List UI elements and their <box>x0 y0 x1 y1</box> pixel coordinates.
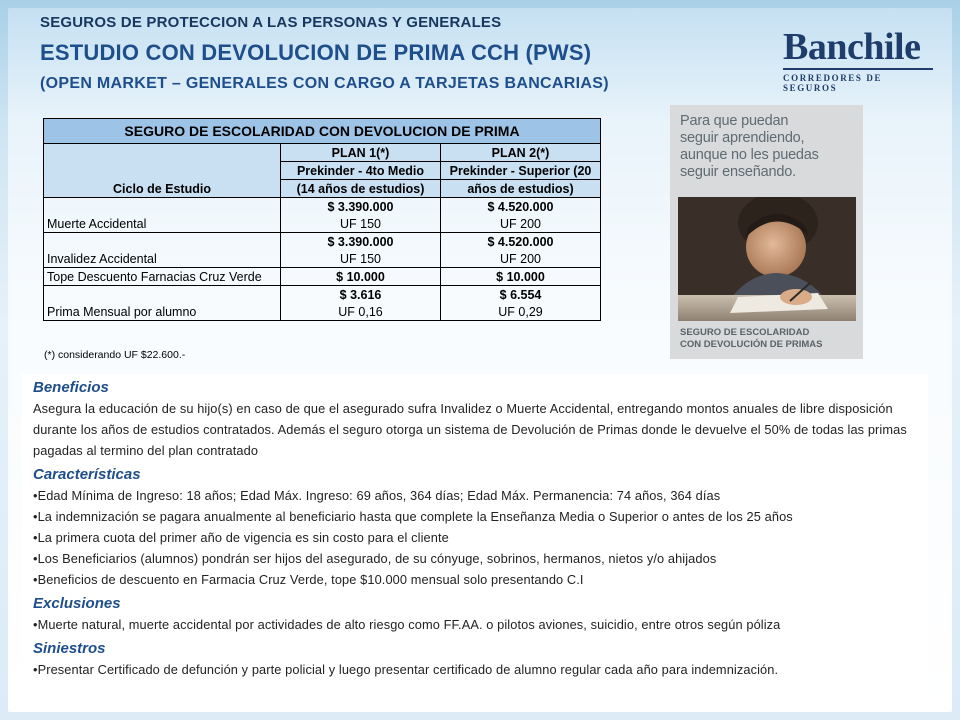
section-heading: Características <box>33 466 141 483</box>
list-item: •Los Beneficiarios (alumnos) pondrán ser hijos del asegurado, de su cónyuge, sobrinos, hermanos, nietos y/o ahijados <box>33 551 717 566</box>
table-footnote: (*) considerando UF $22.600.- <box>44 349 186 361</box>
promo-line: aunque no les puedas <box>680 147 819 163</box>
plan-2-amount: $ 4.520.000 <box>441 198 601 216</box>
plan-1-uf: UF 0,16 <box>281 303 441 321</box>
page-subtitle: (OPEN MARKET – GENERALES CON CARGO A TARJETAS BANCARIAS) <box>40 75 609 92</box>
row-label: Muerte Accidental <box>44 198 281 233</box>
plan-1-desc-line1: Prekinder - 4to Medio <box>281 162 441 180</box>
plan-2-uf: UF 200 <box>441 250 601 268</box>
logo-rule <box>783 68 933 70</box>
banchile-logo <box>783 28 933 93</box>
plan-2-desc-line2: años de estudios) <box>441 180 601 198</box>
plan-2-header: PLAN 2(*) <box>441 144 601 162</box>
row-label: Invalidez Accidental <box>44 233 281 268</box>
info-sections <box>33 378 933 680</box>
plan-1-amount: $ 3.390.000 <box>281 233 441 251</box>
section-paragraph: Asegura la educación de su hijo(s) en caso de que el asegurado sufra Invalidez o Muerte Accidental, entregando montos anuales de libre disposición durante los años de estudios contratados. Además el seguro otorga un sistema de Devolución de Primas donde le devuelve el 50% de todas las primas pagadas al termino del plan contratado <box>33 401 907 458</box>
promo-headline <box>680 113 860 181</box>
section-heading: Exclusiones <box>33 595 121 612</box>
child-writing-photo <box>678 197 856 321</box>
list-item: •Presentar Certificado de defunción y parte policial y luego presentar certificado de alumno regular cada año para indemnización. <box>33 662 779 677</box>
list-item: •La primera cuota del primer año de vigencia es sin costo para el cliente <box>33 530 449 545</box>
section-heading: Siniestros <box>33 640 106 657</box>
promo-caption-line: CON DEVOLUCIÓN DE PRIMAS <box>680 339 823 350</box>
header-category: SEGUROS DE PROTECCION A LAS PERSONAS Y GENERALES <box>40 14 502 31</box>
promo-image <box>670 105 863 359</box>
plan-2-desc-line1: Prekinder - Superior (20 <box>441 162 601 180</box>
table-row <box>44 286 601 304</box>
plan-1-header: PLAN 1(*) <box>281 144 441 162</box>
plan-1-uf: UF 150 <box>281 215 441 233</box>
plan-2-uf: UF 200 <box>441 215 601 233</box>
page-title: ESTUDIO CON DEVOLUCION DE PRIMA CCH (PWS) <box>40 40 592 65</box>
list-item: •Muerte natural, muerte accidental por actividades de alto riesgo como FF.AA. o pilotos aviones, suicidio, entre otros según póliza <box>33 617 781 632</box>
promo-line: seguir aprendiendo, <box>680 130 805 146</box>
row-label: Tope Descuento Farnacias Cruz Verde <box>44 268 281 286</box>
plan-1-amount: $ 10.000 <box>281 268 441 286</box>
plan-1-amount: $ 3.616 <box>281 286 441 304</box>
plan-1-uf: UF 150 <box>281 250 441 268</box>
plan-1-desc-line2: (14 años de estudios) <box>281 180 441 198</box>
logo-name: Banchile <box>783 26 921 68</box>
promo-line: Para que puedan <box>680 113 789 129</box>
table-row <box>44 268 601 286</box>
plan-2-amount: $ 10.000 <box>441 268 601 286</box>
promo-caption-line: SEGURO DE ESCOLARIDAD <box>680 327 810 338</box>
ciclo-de-estudio-label: Ciclo de Estudio <box>44 144 281 198</box>
plan-2-amount: $ 6.554 <box>441 286 601 304</box>
logo-tagline: CORREDORES DE SEGUROS <box>783 73 883 93</box>
plan-1-amount: $ 3.390.000 <box>281 198 441 216</box>
child-silhouette-illustration <box>678 197 856 321</box>
promo-caption <box>680 327 860 351</box>
list-item: •La indemnización se pagara anualmente al beneficiario hasta que complete la Enseñanza Media o Superior o antes de los 25 años <box>33 509 793 524</box>
table-row <box>44 198 601 216</box>
row-label: Prima Mensual por alumno <box>44 286 281 321</box>
plan-2-amount: $ 4.520.000 <box>441 233 601 251</box>
table-title: SEGURO DE ESCOLARIDAD CON DEVOLUCION DE PRIMA <box>44 119 601 144</box>
plan-2-uf: UF 0,29 <box>441 303 601 321</box>
list-item: •Beneficios de descuento en Farmacia Cruz Verde, tope $10.000 mensual solo presentando C.I <box>33 572 584 587</box>
section-heading: Beneficios <box>33 379 109 396</box>
promo-line: seguir enseñando. <box>680 164 796 180</box>
coverage-table <box>43 118 601 321</box>
table-row <box>44 233 601 251</box>
list-item: •Edad Mínima de Ingreso: 18 años; Edad Máx. Ingreso: 69 años, 364 días; Edad Máx. Permanencia: 74 años, 364 días <box>33 488 721 503</box>
